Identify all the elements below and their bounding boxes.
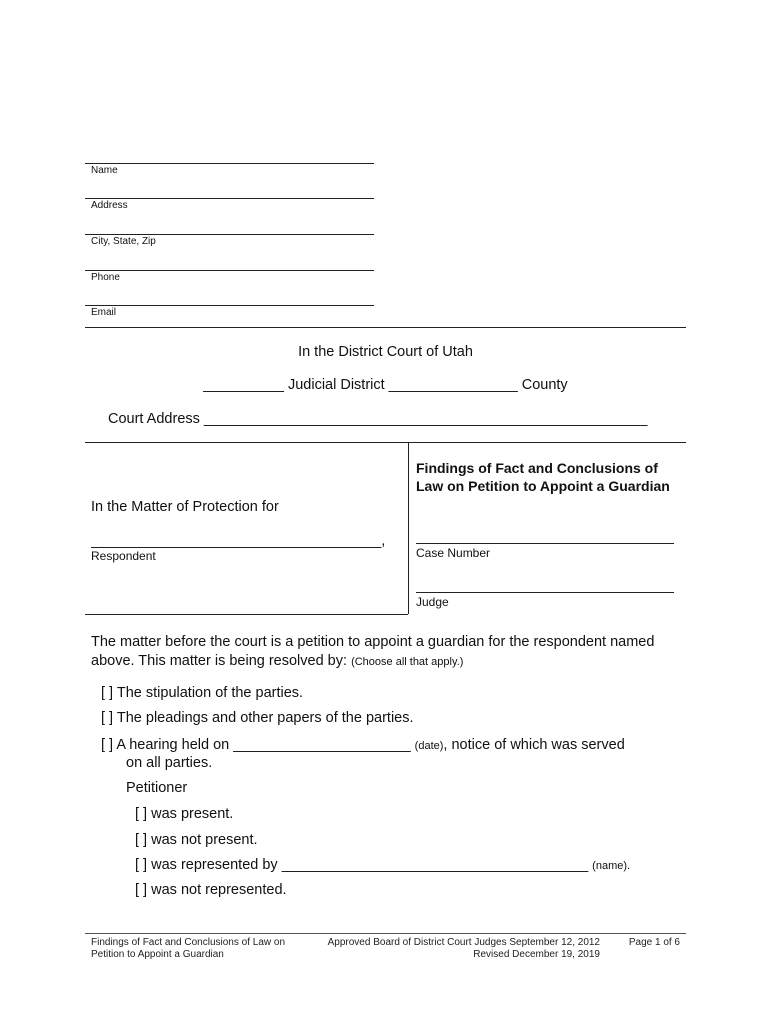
checkbox[interactable]: [ ] xyxy=(135,832,148,848)
address-label: Address xyxy=(91,200,128,211)
footer-left-line-1: Findings of Fact and Conclusions of Law on xyxy=(91,937,285,948)
court-heading: In the District Court of Utah xyxy=(298,344,473,360)
option-stipulation[interactable] xyxy=(101,685,303,701)
petitioner-label: Petitioner xyxy=(126,780,188,796)
email-line[interactable] xyxy=(85,305,374,306)
footer-revised: Revised December 19, 2019 xyxy=(473,949,600,960)
petitioner-not-present[interactable] xyxy=(135,832,258,848)
petitioner-not-present-label: was not present. xyxy=(151,832,258,848)
petitioner-represented[interactable] xyxy=(135,857,630,873)
phone-line[interactable] xyxy=(85,270,374,271)
respondent-label: Respondent xyxy=(91,549,156,563)
name-label: Name xyxy=(91,165,118,176)
hearing-notice-text: , notice of which was served xyxy=(443,737,625,753)
hearing-date-text[interactable]: A hearing held on ______________________ xyxy=(116,737,411,753)
court-address-line[interactable]: Court Address _______________________________________________________ xyxy=(108,411,648,427)
petitioner-present[interactable] xyxy=(135,806,233,822)
city-state-zip-line[interactable] xyxy=(85,234,374,235)
name-line[interactable] xyxy=(85,163,374,164)
hearing-date-hint: (date) xyxy=(414,740,444,752)
represented-name-hint: (name). xyxy=(592,860,631,872)
respondent-name-line[interactable]: ____________________________________, xyxy=(91,533,386,549)
option-hearing[interactable] xyxy=(101,737,625,753)
hearing-continuation: on all parties. xyxy=(126,755,213,771)
petitioner-not-represented-label: was not represented. xyxy=(151,882,287,898)
footer-left xyxy=(91,937,285,961)
footer-approved: Approved Board of District Court Judges September 12, 2012 xyxy=(327,937,600,948)
judge-label: Judge xyxy=(416,595,449,609)
checkbox[interactable]: [ ] xyxy=(101,710,114,726)
footer-rule xyxy=(85,933,686,934)
footer-center xyxy=(300,937,600,961)
checkbox[interactable]: [ ] xyxy=(135,857,148,873)
option-stipulation-label: The stipulation of the parties. xyxy=(116,685,304,701)
email-label: Email xyxy=(91,307,117,318)
address-line[interactable] xyxy=(85,198,374,199)
page-number: Page 1 of 6 xyxy=(628,937,680,948)
petitioner-not-represented[interactable] xyxy=(135,882,287,898)
option-pleadings-label: The pleadings and other papers of the parties. xyxy=(116,710,414,726)
intro-hint: (Choose all that apply.) xyxy=(351,656,464,668)
petitioner-present-label: was present. xyxy=(151,806,234,822)
case-number-label: Case Number xyxy=(416,546,491,560)
document-title: Findings of Fact and Conclusions of Law on Petition to Appoint a Guardian xyxy=(416,460,670,494)
judicial-district-line[interactable]: __________ Judicial District ________________ County xyxy=(203,377,568,393)
intro-paragraph xyxy=(91,633,691,672)
judge-line[interactable] xyxy=(416,592,674,593)
represented-by-text[interactable]: was represented by ______________________________________ xyxy=(151,857,589,873)
footer-left-line-2: Petition to Appoint a Guardian xyxy=(91,949,224,960)
caption-top-border xyxy=(85,442,686,443)
matter-label: In the Matter of Protection for xyxy=(91,499,279,515)
phone-label: Phone xyxy=(91,272,120,283)
checkbox[interactable]: [ ] xyxy=(135,882,148,898)
party-block-separator xyxy=(85,327,686,328)
checkbox[interactable]: [ ] xyxy=(135,806,148,822)
city-state-zip-label: City, State, Zip xyxy=(91,236,156,247)
caption-divider xyxy=(408,442,409,614)
case-number-line[interactable] xyxy=(416,543,674,544)
intro-text: The matter before the court is a petition to appoint a guardian for the respondent named above. This matter is being resolved by: xyxy=(91,634,655,669)
option-pleadings[interactable] xyxy=(101,710,414,726)
checkbox[interactable]: [ ] xyxy=(101,737,114,753)
checkbox[interactable]: [ ] xyxy=(101,685,114,701)
caption-bottom-border xyxy=(85,614,408,615)
